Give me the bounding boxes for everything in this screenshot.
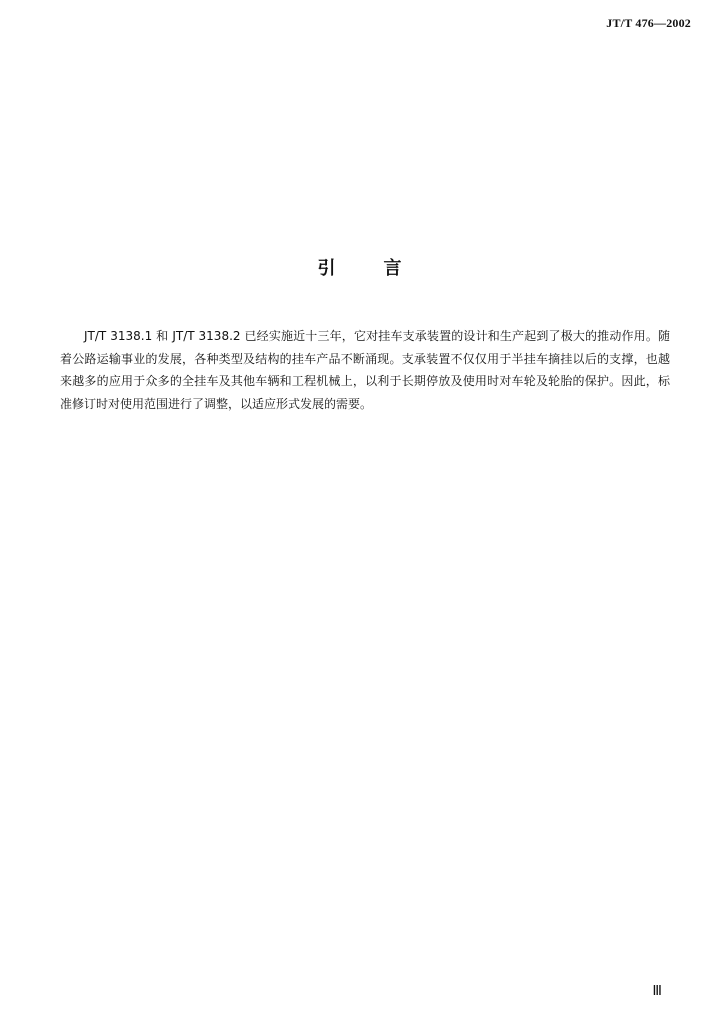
introduction-paragraph: JT/T 3138.1 和 JT/T 3138.2 已经实施近十三年，它对挂车支承装置的设计和生产起到了极大的推动作用。随着公路运输事业的发展，各种类型及结构的挂车产品不断涌现。支承装置不仅仅用于半挂车摘挂以后的支撑，也越来越多的应用于众多的全挂车及其他车辆和工程机械上，以利于长期停放及使用时对车轮及轮胎的保护。因此，标准修订时对使用范围进行了调整，以适应形式发展的需要。 [60,329,670,411]
page-number: Ⅲ [652,984,662,999]
page-title: 引言 [317,258,450,279]
standard-code: JT/T 476—2002 [606,16,691,30]
